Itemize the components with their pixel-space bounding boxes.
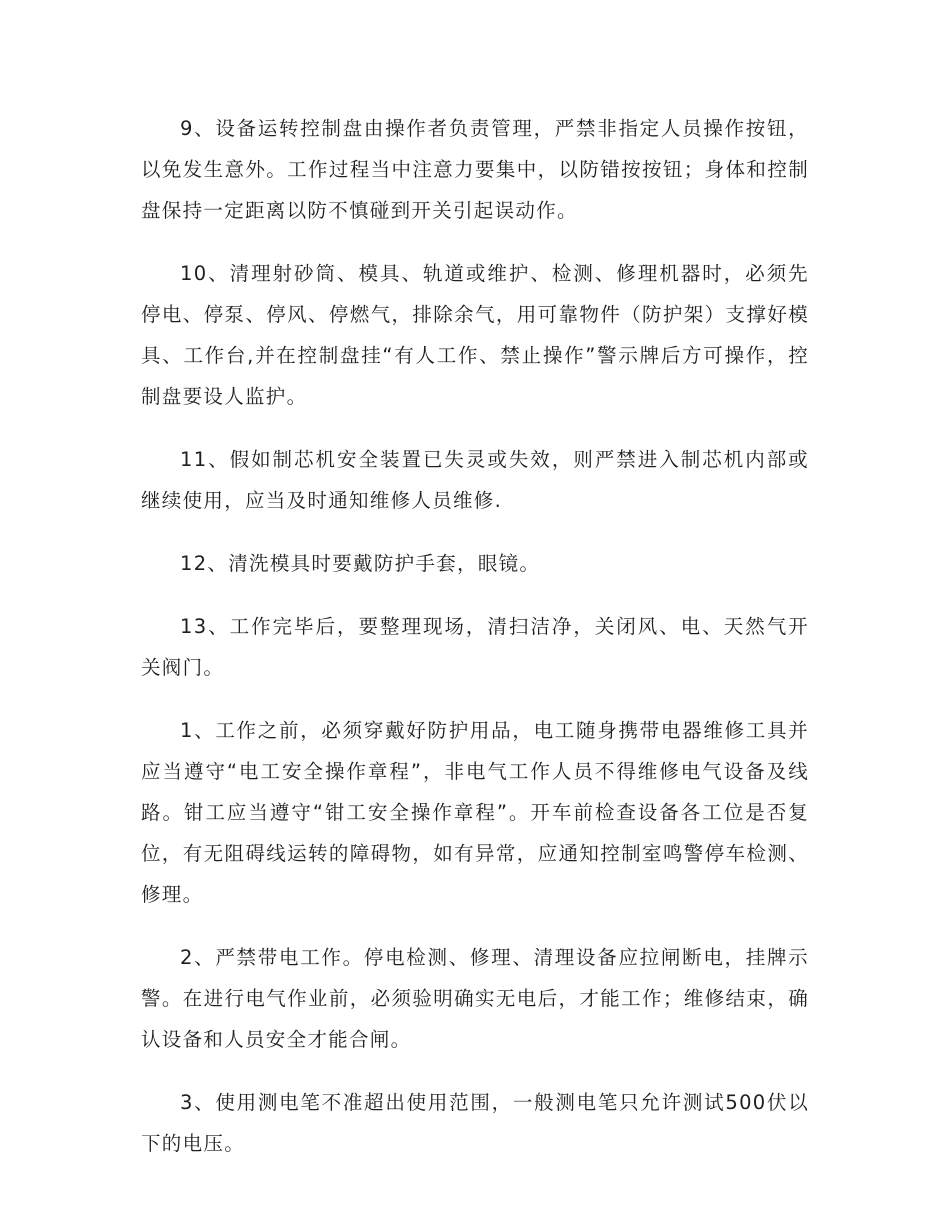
paragraph-item-11: 11、假如制芯机安全装置已失灵或失效，则严禁进入制芯机内部或继续使用，应当及时通知维修人员维修. bbox=[141, 448, 809, 512]
paragraph-item-9: 9、设备运转控制盘由操作者负责管理，严禁非指定人员操作按钮，以免发生意外。工作过程当中注意力要集中，以防错按按钮；身体和控制盘保持一定距离以防不慎碰到开关引起误动作。 bbox=[141, 117, 809, 222]
paragraph-item-12: 12、清洗模具时要戴防护手套，眼镜。 bbox=[180, 552, 541, 575]
paragraph-item-10: 10、清理射砂筒、模具、轨道或维护、检测、修理机器时，必须先停电、停泵、停风、停燃气，排除余气，用可靠物件（防护架）支撑好模具、工作台,并在控制盘挂“有人工作、禁止操作”警示牌后方可操作，控制盘要设人监护。 bbox=[141, 262, 809, 408]
paragraph-item-3: 3、使用测电笔不准超出使用范围，一般测电笔只允许测试500伏以下的电压。 bbox=[141, 1091, 809, 1155]
paragraph-item-1: 1、工作之前，必须穿戴好防护用品，电工随身携带电器维修工具并应当遵守“电工安全操作章程”，非电气工作人员不得维修电气设备及线路。钳工应当遵守“钳工安全操作章程”。开车前检查设备各工位是否复位，有无阻碍线运转的障碍物，如有异常，应通知控制室鸣警停车检测、修理。 bbox=[141, 719, 809, 906]
document-body bbox=[141, 108, 809, 1186]
paragraph-item-13: 13、工作完毕后，要整理现场，清扫洁净，关闭风、电、天然气开关阀门。 bbox=[141, 615, 809, 679]
paragraph-item-2: 2、严禁带电工作。停电检测、修理、清理设备应拉闸断电，挂牌示警。在进行电气作业前，必须验明确实无电后，才能工作；维修结束，确认设备和人员安全才能合闸。 bbox=[141, 946, 809, 1051]
